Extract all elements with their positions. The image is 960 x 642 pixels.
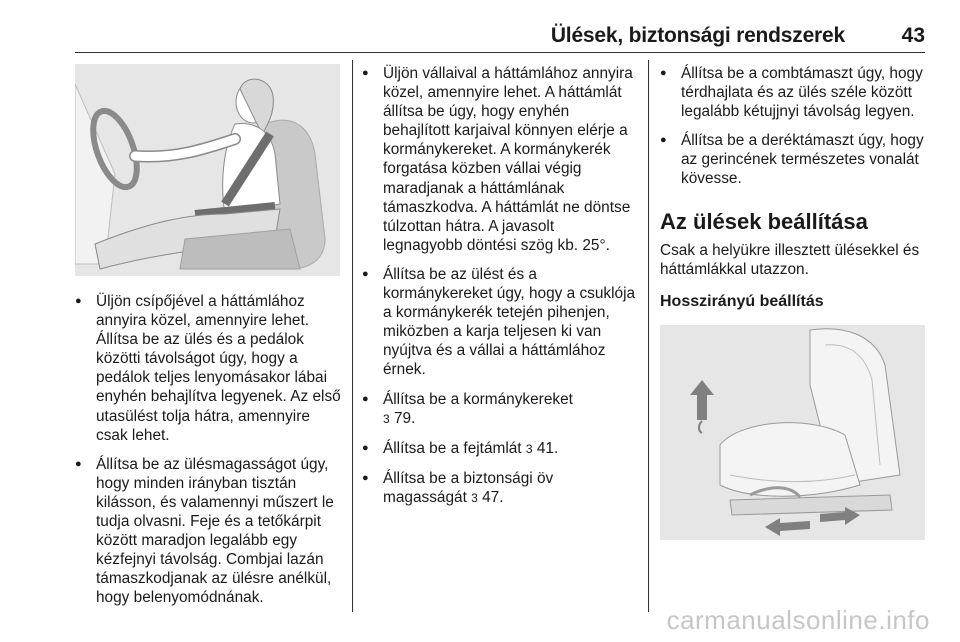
arrow-reference-icon: 3 xyxy=(383,411,390,426)
subsection-heading: Hosszirányú beállítás xyxy=(660,292,824,310)
page-reference-link[interactable]: 79. xyxy=(393,409,416,427)
section-paragraph: Csak a helyükre illesztett ülésekkel és háttámlákkal utazzon. xyxy=(660,241,920,278)
watermark: carmanualsonline.info xyxy=(666,605,930,635)
middle-bullet-list xyxy=(362,64,637,508)
section-heading: Az ülések beállítása xyxy=(660,208,868,234)
page-header xyxy=(75,22,925,53)
list-item-text: Állítsa be az ülést és a kormánykereket úgy, hogy a csuklója a kormánykerék tetején pihenjen, miközben a karja teljesen ki van nyújtva és a vállai a háttámlához érnek. xyxy=(383,265,636,379)
list-item: ● Állítsa be a deréktámaszt úgy, hogy az gerincének természetes vonalát kövesse. xyxy=(660,131,930,188)
list-item-text: Üljön vállaival a háttámlához annyira közel, amennyire lehet. A háttámlát állítsa be úgy, hogy enyhén behajlított karjaival könnyen elérje a kormánykereket. A kormánykerék forgatása közben vállai végig maradjanak a háttámlának támaszkodva. A háttámlát ne döntse túlzottan hátra. A javasolt legnagyobb döntési szög kb. 25°. xyxy=(383,65,633,254)
column-left xyxy=(75,64,345,618)
left-bullet-list xyxy=(75,292,345,608)
driver-seated-figure xyxy=(75,64,340,276)
seat-longitudinal-figure xyxy=(660,325,925,540)
list-item xyxy=(362,439,637,459)
column-divider-right xyxy=(648,60,649,612)
seating-position-illustration xyxy=(75,64,340,276)
list-item-text: Állítsa be a biztonsági öv magasságát xyxy=(383,469,554,506)
list-item xyxy=(362,64,637,255)
page-number: 43 xyxy=(901,24,925,47)
arrow-reference-icon: 3 xyxy=(471,490,478,505)
list-item: ● Állítsa be az ülésmagasságot úgy, hogy minden irányban tisztán kilásson, és valamennyi műszert le tudja olvasni. Feje és a tetőkárpit között maradjon legalább egy kézfejnyi távolság. Combjai lazán támaszkodjanak az ülésre anélkül, hogy belenyomódnának. xyxy=(75,455,345,608)
column-right xyxy=(660,64,930,540)
page-reference-link[interactable]: 41. xyxy=(536,439,559,457)
arrow-reference-icon: 3 xyxy=(525,441,533,456)
list-item xyxy=(362,469,637,508)
page-reference-link[interactable]: 47. xyxy=(482,488,504,506)
list-item-text: Állítsa be a fejtámlát xyxy=(383,439,526,457)
right-bullet-list xyxy=(660,64,930,189)
list-item: ● Üljön csípőjével a háttámlához annyira közel, amennyire lehet. Állítsa be az ülés és a pedálok közötti távolságot úgy, hogy a pedálok teljes lenyomásakor lábai enyhén behajlítva legyenek. Az első utasülést tolja hátra, amennyire csak lehet. xyxy=(75,292,345,445)
list-item xyxy=(362,390,637,429)
list-item: ● Állítsa be a combtámaszt úgy, hogy térdhajlata és az ülés széle között legalább kétujjnyi távolság legyen. xyxy=(660,64,930,121)
list-item-text: Állítsa be a kormánykereket xyxy=(383,390,573,408)
seat-adjustment-illustration xyxy=(660,325,925,540)
page-title: Ülések, biztonsági rendszerek xyxy=(550,24,845,47)
list-item xyxy=(362,265,637,380)
column-divider-left xyxy=(352,60,353,612)
column-middle xyxy=(362,64,637,518)
